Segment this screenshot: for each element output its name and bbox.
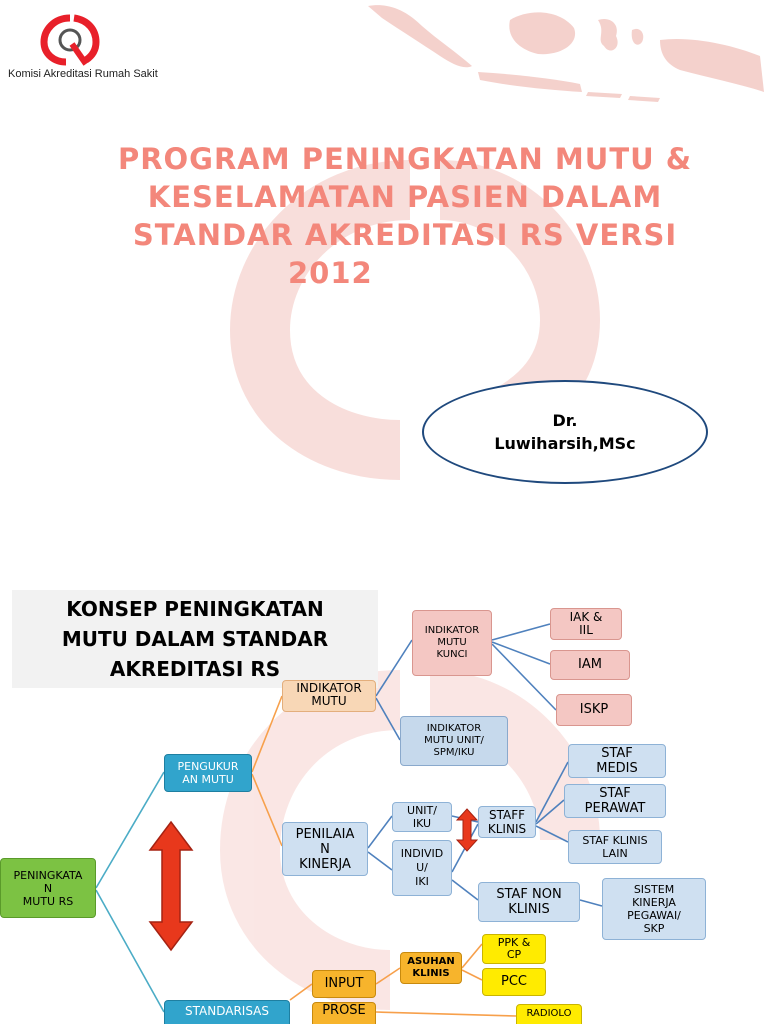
node-penilaian-kinerja	[282, 822, 368, 876]
node-label: PPK &	[497, 936, 531, 949]
node-label: ASUHAN	[407, 956, 455, 967]
node-label: MUTU	[311, 694, 347, 708]
node-input	[312, 970, 376, 998]
kars-logo-icon	[38, 14, 102, 66]
author-line: Dr.	[552, 411, 578, 430]
node-ppk-cp	[482, 934, 546, 964]
node-staf-perawat	[564, 784, 666, 818]
node-label: N	[320, 841, 330, 857]
node-label: AN MUTU	[182, 773, 234, 786]
node-staf-medis	[568, 744, 666, 778]
node-label: PERAWAT	[584, 801, 646, 816]
title-line: MUTU DALAM STANDAR	[61, 627, 329, 651]
author-line: Luwiharsih,MSc	[494, 434, 636, 453]
node-label: ISKP	[579, 702, 609, 717]
slide-title-heading	[60, 140, 750, 292]
node-label: CP	[506, 948, 522, 961]
title-line: KONSEP PENINGKATAN	[66, 597, 324, 621]
node-label: INDIKATOR	[424, 625, 480, 636]
node-indikator-mutu-kunci	[412, 610, 492, 676]
node-label: STAF	[601, 746, 633, 761]
node-label: IIL	[579, 623, 593, 637]
node-label: PENILAIA	[295, 826, 355, 842]
title-line: STANDAR AKREDITASI RS VERSI	[132, 218, 678, 252]
title-line: KESELAMATAN PASIEN DALAM	[147, 180, 663, 214]
node-label: RADIOLO	[526, 1008, 572, 1019]
author-box	[422, 380, 708, 484]
node-label: IKU	[412, 817, 432, 830]
small-double-arrow-icon	[456, 808, 478, 852]
node-proses	[312, 1002, 376, 1024]
node-label: SPM/IKU	[433, 747, 475, 758]
node-label: PENGUKUR	[177, 760, 239, 773]
node-label: LAIN	[602, 847, 628, 860]
node-staf-non-klinis	[478, 882, 580, 922]
slide-concept-diagram	[0, 560, 768, 1024]
node-label: MUTU UNIT/	[424, 735, 484, 746]
node-individu-iki	[392, 840, 452, 896]
node-label: KINERJA	[632, 896, 676, 909]
node-label: INDIVID	[400, 847, 444, 860]
indonesia-map-graphic	[360, 0, 768, 125]
node-asuhan-klinis	[400, 952, 462, 984]
node-label: SISTEM	[633, 883, 675, 896]
node-label: KLINIS	[412, 968, 450, 979]
node-pengukuran-mutu	[164, 754, 252, 792]
double-arrow-icon	[148, 820, 194, 952]
node-label: KLINIS	[487, 822, 527, 836]
node-label: PEGAWAI/	[627, 909, 681, 922]
node-label: KUNCI	[436, 649, 468, 660]
node-iskp	[556, 694, 632, 726]
node-indikator-mutu	[282, 680, 376, 712]
node-pcc	[482, 968, 546, 996]
node-label: INPUT	[324, 976, 364, 991]
node-iak-iil	[550, 608, 622, 640]
node-label: PENINGKATA	[13, 868, 83, 882]
node-label: PCC	[501, 974, 527, 989]
logo-text: Komisi Akreditasi Rumah Sakit	[8, 68, 158, 80]
node-label: INDIKATOR	[296, 681, 362, 695]
node-label: INDIKATOR	[426, 723, 482, 734]
diagram-title	[12, 590, 378, 688]
title-line: AKREDITASI RS	[109, 657, 281, 681]
node-label: UNIT/	[407, 804, 437, 817]
node-label: STAF NON	[496, 887, 562, 902]
node-label: STANDARISAS	[185, 1004, 269, 1018]
title-line: 2012	[288, 256, 373, 290]
node-peningkatan-mutu	[0, 858, 96, 918]
node-label: SKP	[643, 922, 665, 935]
node-label: IKI	[415, 875, 429, 888]
node-label: STAFF	[488, 808, 526, 822]
node-label: STAF	[599, 786, 631, 801]
node-label: STAF KLINIS	[582, 834, 648, 847]
title-line: PROGRAM PENINGKATAN MUTU &	[117, 142, 693, 176]
node-label: N	[43, 881, 53, 895]
node-staf-klinis-lain	[568, 830, 662, 864]
node-label: MUTU RS	[22, 894, 74, 908]
node-sistem-kinerja	[602, 878, 706, 940]
node-standarisasi	[164, 1000, 290, 1024]
node-label: IAM	[578, 657, 602, 672]
node-label: IAK &	[569, 610, 603, 624]
node-label: KINERJA	[299, 856, 351, 872]
node-label: U/	[416, 861, 428, 874]
node-radiologi	[516, 1004, 582, 1024]
node-unit-iku	[392, 802, 452, 832]
node-label: PROSE	[322, 1003, 366, 1018]
node-indikator-mutu-unit	[400, 716, 508, 766]
node-iam	[550, 650, 630, 680]
node-label: MUTU	[437, 637, 467, 648]
node-label: KLINIS	[508, 902, 550, 917]
node-staff-klinis	[478, 806, 536, 838]
node-label: MEDIS	[596, 761, 638, 776]
